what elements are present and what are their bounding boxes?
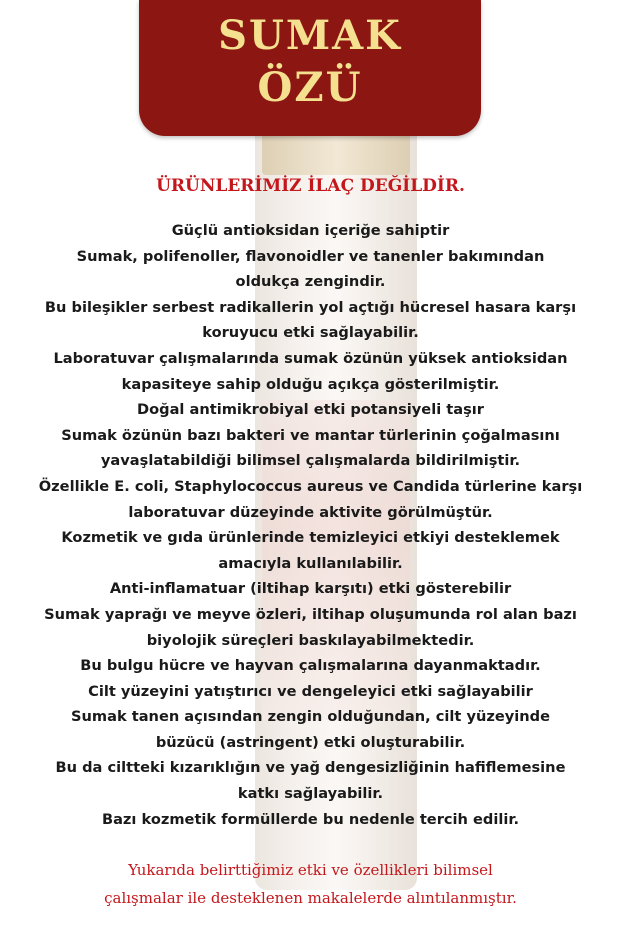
text-line: amacıyla kullanılabilir. xyxy=(218,554,403,572)
bottle-cap-image xyxy=(262,130,410,175)
text-line: kapasiteye sahip olduğu açıkça gösterilmiştir. xyxy=(121,375,500,393)
footer-line-2: çalışmalar ile desteklenen makalelerde alıntılanmıştır. xyxy=(104,889,517,907)
footer-note xyxy=(0,856,621,912)
text-line: Kozmetik ve gıda ürünlerinde temizleyici etkiyi desteklemek xyxy=(61,529,560,547)
text-line: yavaşlatabildiği bilimsel çalışmalarda bildirilmiştir. xyxy=(100,452,521,470)
title-line-1: SUMAK xyxy=(218,12,402,59)
text-line: Laboratuvar çalışmalarında sumak özünün yüksek antioksidan xyxy=(53,349,568,367)
text-line: laboratuvar düzeyinde aktivite görülmüştür. xyxy=(128,503,493,521)
text-line: oldukça zengindir. xyxy=(235,273,386,291)
benefits-text xyxy=(0,218,621,832)
text-line: katkı sağlayabilir. xyxy=(237,785,384,803)
text-line: Güçlü antioksidan içeriğe sahiptir xyxy=(171,222,450,239)
text-line: Sumak yaprağı ve meyve özleri, iltihap oluşumunda rol alan bazı xyxy=(44,605,577,623)
text-line: Bazı kozmetik formüllerde bu nedenle tercih edilir. xyxy=(101,810,520,828)
text-line: Sumak, polifenoller, flavonoidler ve tanenler bakımından xyxy=(76,247,545,265)
text-line: Bu bulgu hücre ve hayvan çalışmalarına dayanmaktadır. xyxy=(80,657,541,675)
text-line: Cilt yüzeyini yatıştırıcı ve dengeleyici etki sağlayabilir xyxy=(88,682,533,700)
text-line: Doğal antimikrobiyal etki potansiyeli taşır xyxy=(136,401,484,419)
title-line-2: ÖZÜ xyxy=(257,64,363,111)
text-line: biyolojik süreçleri baskılayabilmektedir. xyxy=(146,631,475,649)
text-line: büzücü (astringent) etki oluşturabilir. xyxy=(155,733,466,751)
text-line: Sumak tanen açısından zengin olduğundan, cilt yüzeyinde xyxy=(70,708,551,726)
text-line: Anti-inflamatuar (iltihap karşıtı) etki gösterebilir xyxy=(109,580,512,598)
text-line: Bu bileşikler serbest radikallerin yol açtığı hücresel hasara karşı xyxy=(44,298,577,316)
text-line: Sumak özünün bazı bakteri ve mantar türlerinin çoğalmasını xyxy=(61,426,560,444)
footer-line-1: Yukarıda belirttiğimiz etki ve özellikleri bilimsel xyxy=(128,861,493,879)
text-line: Bu da ciltteki kızarıklığın ve yağ dengesizliğinin hafiflemesine xyxy=(55,759,566,777)
text-line: koruyucu etki sağlayabilir. xyxy=(202,324,419,342)
disclaimer-heading: ÜRÜNLERİMİZ İLAÇ DEĞİLDİR. xyxy=(156,176,465,196)
text-line: Özellikle E. coli, Staphylococcus aureus ve Candida türlerine karşı xyxy=(38,477,583,495)
title-banner xyxy=(139,0,481,136)
